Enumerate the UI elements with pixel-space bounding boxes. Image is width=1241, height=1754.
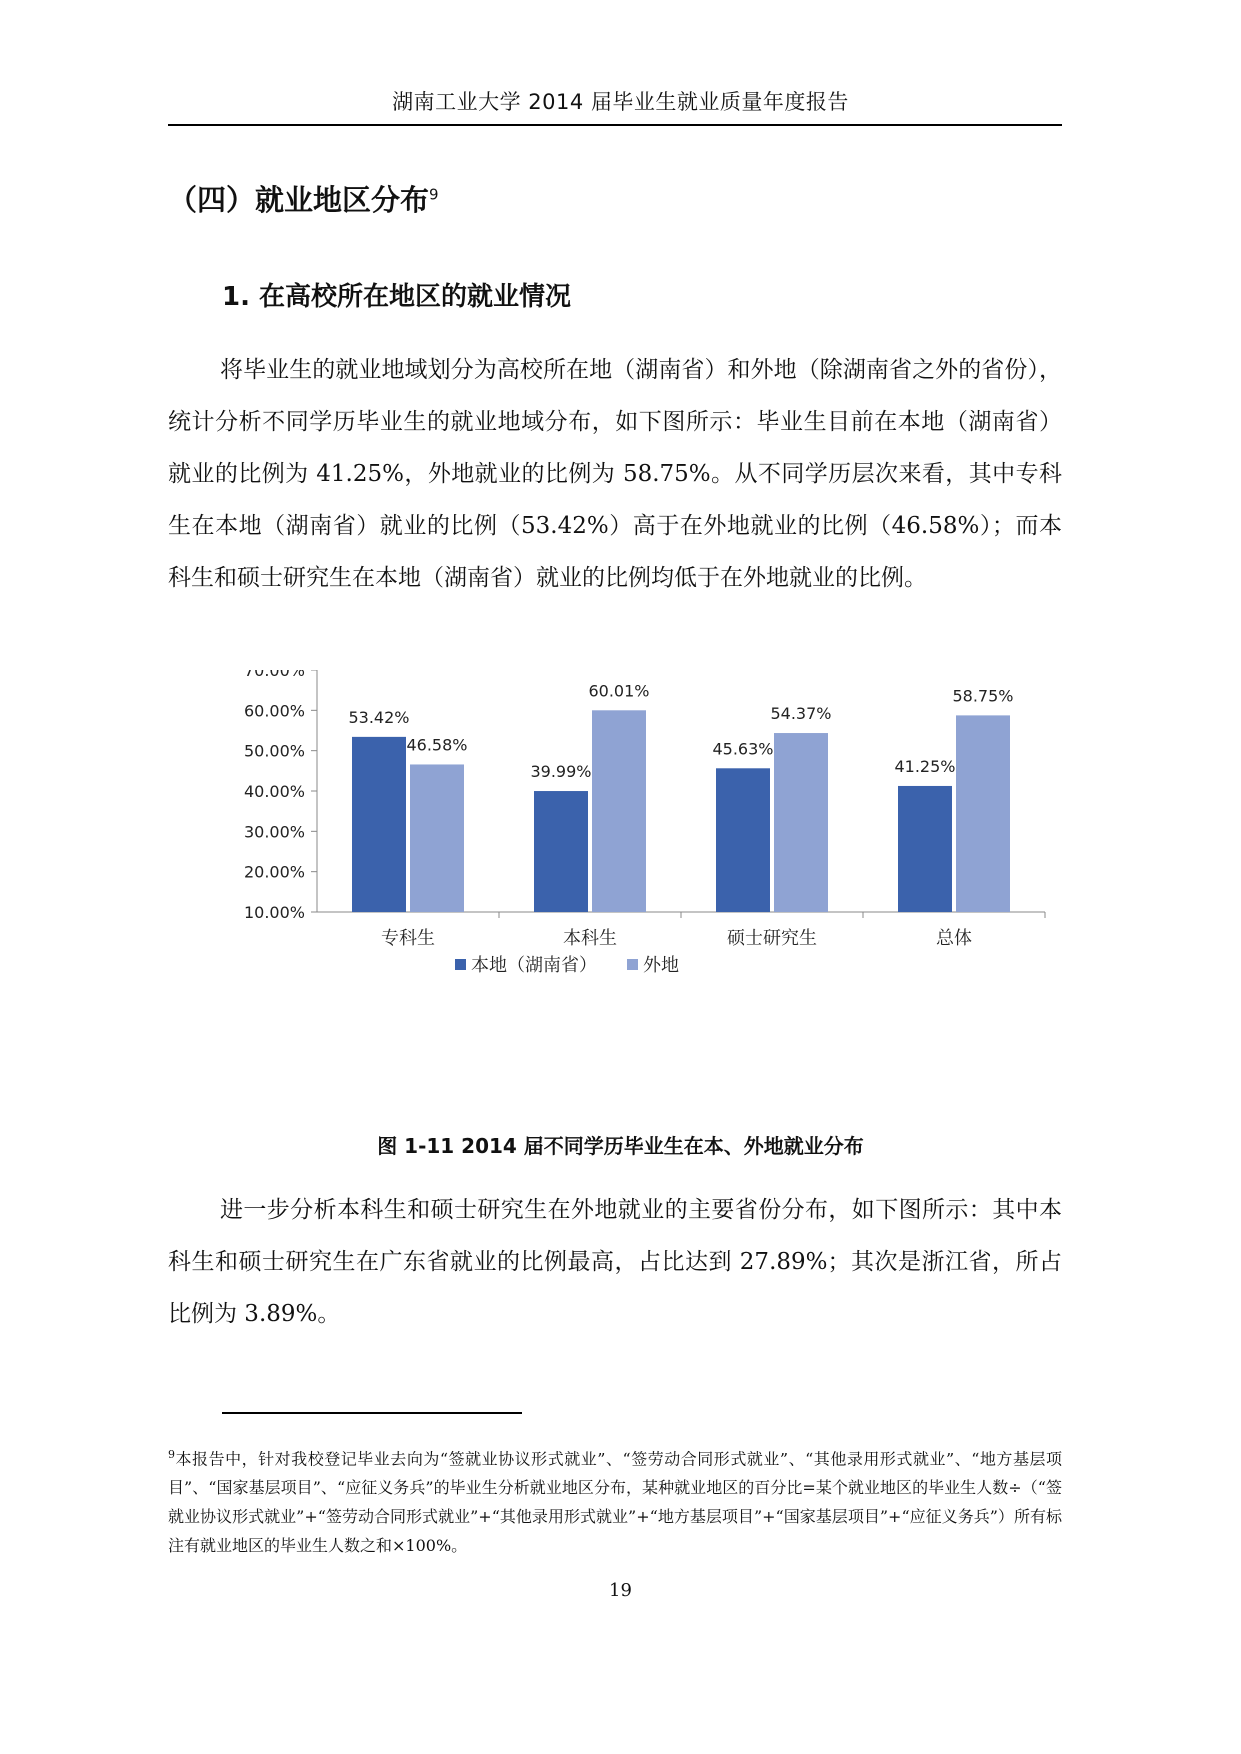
body-paragraph-2: 进一步分析本科生和硕士研究生在外地就业的主要省份分布，如下图所示：其中本科生和硕士研究生在广东省就业的比例最高，占比达到 27.89%；其次是浙江省，所占比例为 3.89%。	[168, 1197, 1062, 1327]
figure-caption: 图 1-11 2014 届不同学历毕业生在本、外地就业分布	[377, 1134, 864, 1158]
y-tick-label: 10.00%	[243, 903, 305, 922]
legend-swatch	[455, 959, 466, 970]
data-label: 46.58%	[406, 735, 468, 755]
footnote-mark: 9	[168, 1448, 175, 1461]
y-tick-label: 50.00%	[243, 741, 305, 761]
legend-label: 外地	[643, 955, 679, 976]
data-label: 45.63%	[712, 739, 774, 759]
x-tick-label: 本科生	[563, 928, 617, 949]
bar	[898, 786, 952, 912]
y-tick-label: 60.00%	[243, 701, 305, 721]
x-tick-label: 专科生	[381, 928, 435, 949]
footnote-text: 本报告中，针对我校登记毕业去向为“签就业协议形式就业”、“签劳动合同形式就业”、“其他录用形式就业”、“地方基层项目”、“国家基层项目”、“应征义务兵”的毕业生分析就业地区分布，某种就业地区的百分比=某个就业地区的毕业生人数÷（“签就业协议形式就业”+“签劳动合同形式就业”+“其他录用形式就业”+“地方基层项目”+“国家基层项目”+“应征义务兵”）所有标注有就业地区的毕业生人数之和×100%。	[168, 1449, 1062, 1556]
legend-swatch	[627, 959, 638, 970]
bar	[956, 715, 1010, 912]
bar	[410, 764, 464, 912]
y-tick-label: 70.00%	[243, 670, 305, 680]
legend-label: 本地（湖南省）	[471, 955, 597, 976]
bar-chart-svg	[200, 670, 1080, 990]
footnote	[168, 1440, 1062, 1560]
x-tick-label: 总体	[936, 928, 972, 949]
footnote-divider	[222, 1412, 522, 1414]
subsection-title: 1. 在高校所在地区的就业情况	[222, 282, 572, 312]
page-header: 湖南工业大学 2014 届毕业生就业质量年度报告	[392, 90, 849, 114]
bar	[592, 710, 646, 912]
section-title-text: （四）就业地区分布	[168, 183, 430, 217]
data-label: 39.99%	[530, 762, 592, 782]
footnote-reference[interactable]: 9	[429, 185, 439, 204]
page-number: 19	[609, 1580, 632, 1601]
employment-region-chart	[200, 670, 1080, 1110]
section-title	[168, 178, 439, 219]
y-tick-label: 40.00%	[243, 782, 305, 801]
x-tick-label: 硕士研究生	[727, 928, 817, 949]
bar	[774, 733, 828, 912]
bar	[716, 768, 770, 912]
data-label: 60.01%	[588, 681, 650, 701]
y-tick-label: 30.00%	[243, 822, 305, 842]
header-divider	[168, 124, 1062, 126]
data-label: 53.42%	[348, 707, 410, 727]
body-paragraph-1: 将毕业生的就业地域划分为高校所在地（湖南省）和外地（除湖南省之外的省份），统计分析不同学历毕业生的就业地域分布，如下图所示：毕业生目前在本地（湖南省）就业的比例为 41.25%，外地就业的比例为 58.75%。从不同学历层次来看，其中专科生在本地（湖南省）就业的比例（53.42%）高于在外地就业的比例（46.58%）；而本科生和硕士研究生在本地（湖南省）就业的比例均低于在外地就业的比例。	[168, 357, 1062, 591]
data-label: 58.75%	[952, 686, 1014, 706]
data-label: 41.25%	[894, 756, 956, 776]
bar	[352, 737, 406, 912]
bar	[534, 791, 588, 912]
y-tick-label: 20.00%	[243, 862, 305, 882]
data-label: 54.37%	[770, 704, 832, 724]
